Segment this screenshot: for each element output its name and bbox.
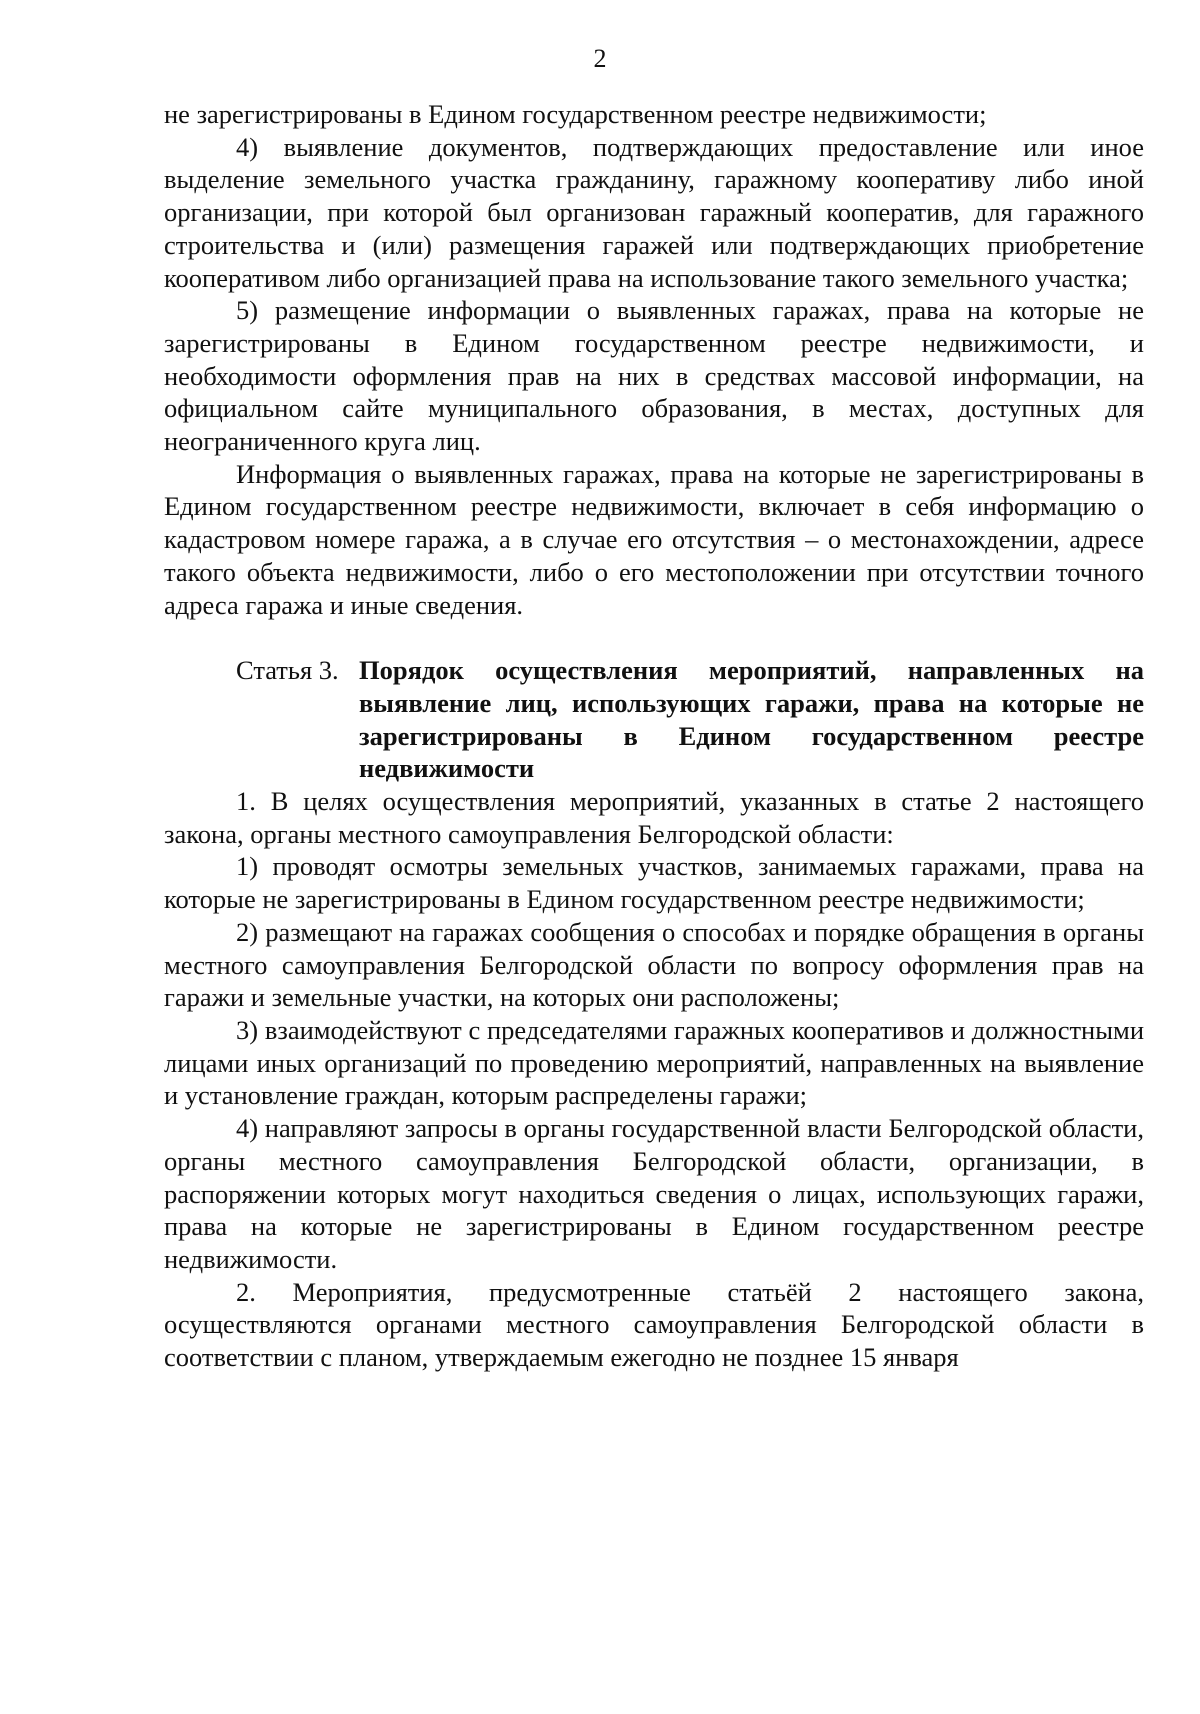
paragraph-subitem-3: 3) взаимодействуют с председателями гаражных кооперативов и должностными лицами иных организаций по проведению мероприятий, направленных на выявление и установление граждан, которым распределены гаражи; <box>164 1014 1144 1111</box>
paragraph-information: Информация о выявленных гаражах, права на которые не зарегистрированы в Едином государственном реестре недвижимости, включает в себя информацию о кадастровом номере гаража, а в случае его отсутствия – о местонахождении, адресе такого объекта недвижимости, либо о его местоположении при отсутствии точного адреса гаража и иные сведения. <box>164 458 1144 620</box>
paragraph-clause-2: 2. Мероприятия, предусмотренные статьёй 2 настоящего закона, осуществляются органами местного самоуправления Белгородской области в соответствии с планом, утверждаемым ежегодно не позднее 15 января <box>164 1276 1144 1373</box>
paragraph-subitem-2: 2) размещают на гаражах сообщения о способах и порядке обращения в органы местного самоуправления Белгородской области по вопросу оформления прав на гаражи и земельные участки, на которых они расположены; <box>164 916 1144 1013</box>
page-number: 2 <box>593 44 607 73</box>
article-heading <box>164 654 1144 785</box>
paragraph-continuation: не зарегистрированы в Едином государственном реестре недвижимости; <box>164 99 987 129</box>
article-label: Статья 3. <box>236 655 339 686</box>
article-title: Порядок осуществления мероприятий, направленных на выявление лиц, использующих гаражи, права на которые не зарегистрированы в Едином государственном реестре недвижимости <box>359 655 1144 784</box>
paragraph-clause-1: 1. В целях осуществления мероприятий, указанных в статье 2 настоящего закона, органы местного самоуправления Белгородской области: <box>164 786 1144 849</box>
document-body <box>164 98 1144 1374</box>
paragraph-subitem-4: 4) направляют запросы в органы государственной власти Белгородской области, органы местного самоуправления Белгородской области, организации, в распоряжении которых могут находиться сведения о лицах, использующих гаражи, права на которые не зарегистрированы в Едином государственном реестре недвижимости. <box>164 1113 1144 1274</box>
paragraph-item-5: 5) размещение информации о выявленных гаражах, права на которые не зарегистрированы в Едином государственном реестре недвижимости, и необходимости оформления прав на них в средствах массовой информации, на официальном сайте муниципального образования, в местах, доступных для неограниченного круга лиц. <box>164 295 1144 457</box>
paragraph-item-4: 4) выявление документов, подтверждающих предоставление или иное выделение земельного участка гражданину, гаражному кооперативу либо иной организации, при которой был организован гаражный кооператив, для гаражного строительства и (или) размещения гаражей или подтверждающих приобретение кооперативом либо организацией права на использование такого земельного участка; <box>164 131 1144 293</box>
paragraph-subitem-1: 1) проводят осмотры земельных участков, занимаемых гаражами, права на которые не зарегистрированы в Едином государственном реестре недвижимости; <box>164 851 1144 915</box>
